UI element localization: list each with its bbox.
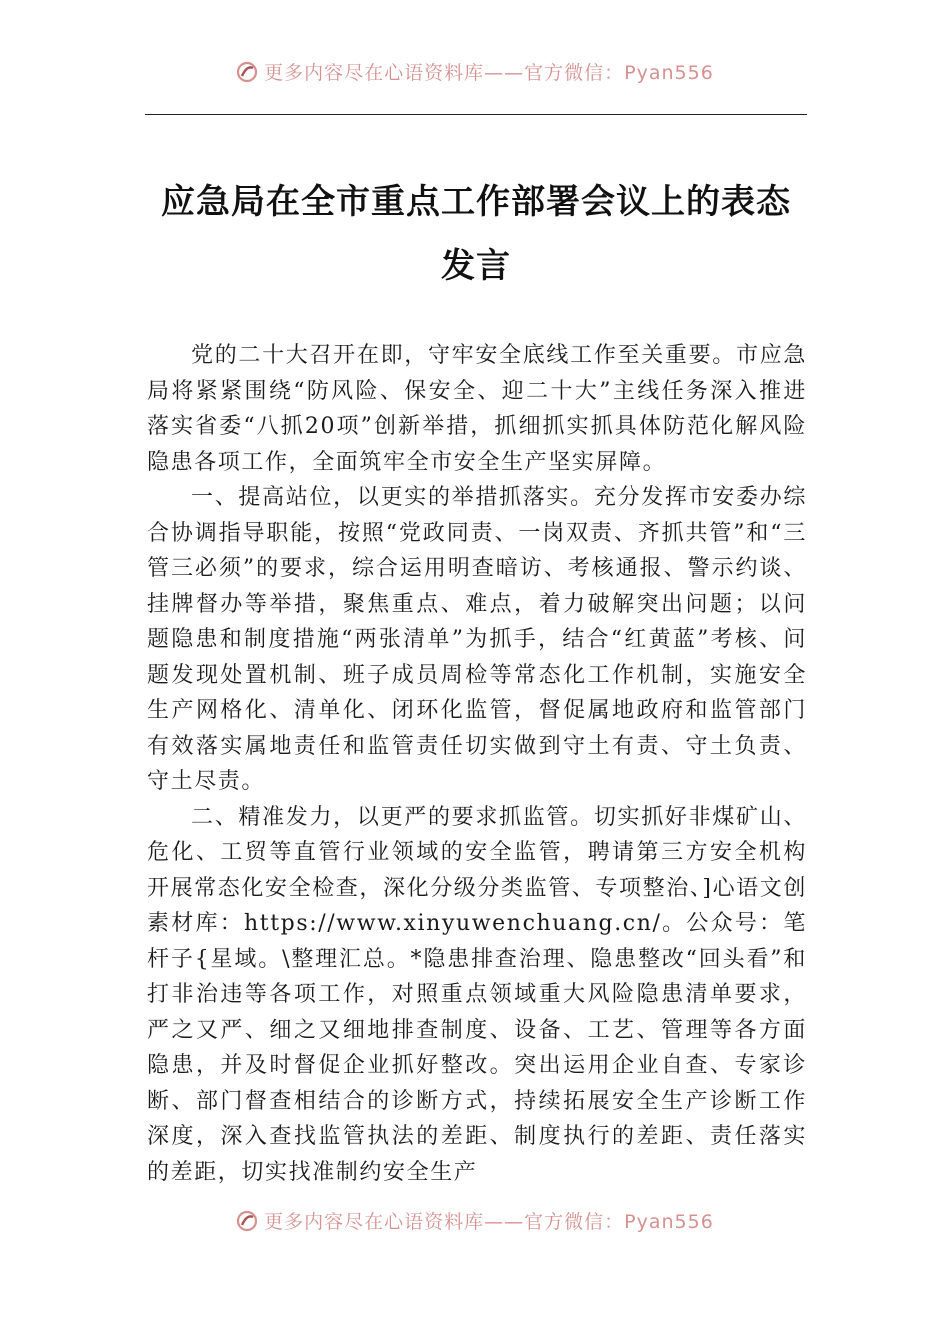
document-body [147, 338, 807, 1190]
footer-watermark-text: 更多内容尽在心语资料库——官方微信：Pyan556 [264, 1211, 714, 1233]
paragraph-section-one: 一、提高站位，以更实的举措抓落实。充分发挥市安委办综合协调指导职能，按照“党政同责、一岗双责、齐抓共管”和“三管三必须”的要求，综合运用明查暗访、考核通报、警示约谈、挂牌督办等举措，聚焦重点、难点，着力破解突出问题；以问题隐患和制度措施“两张清单”为抓手，结合“红黄蓝”考核、问题发现处置机制、班子成员周检等常态化工作机制，实施安全生产网格化、清单化、闭环化监管，督促属地政府和监管部门有效落实属地责任和监管责任切实做到守土有责、守土负责、守土尽责。 [147, 485, 807, 794]
paragraph-intro: 党的二十大召开在即，守牢安全底线工作至关重要。市应急局将紧紧围绕“防风险、保安全、迎二十大”主线任务深入推进落实省委“八抓20项”创新举措，抓细抓实抓具体防范化解风险隐患各项工作，全面筑牢全市安全生产坚实屏障。 [147, 343, 807, 475]
header-divider [145, 114, 807, 115]
watermark-logo-icon [236, 61, 258, 83]
paragraph-section-two: 二、精准发力，以更严的要求抓监管。切实抓好非煤矿山、危化、工贸等直管行业领域的安全监管，聘请第三方安全机构开展常态化安全检查，深化分级分类监管、专项整治、]心语文创素材库：https://www.xinyuwenchuang.cn/。公众号：笔杆子{星域。\整理汇总。*隐患排查治理、隐患整改“回头看”和打非治违等各项工作，对照重点领域重大风险隐患清单要求，严之又严、细之又细地排查制度、设备、工艺、管理等各方面隐患，并及时督促企业抓好整改。突出运用企业自查、专家诊断、部门督查相结合的诊断方式，持续拓展安全生产诊断工作深度，深入查找监管执法的差距、制度执行的差距、责任落实的差距，切实找准制约安全生产 [147, 804, 807, 1185]
header-watermark-text: 更多内容尽在心语资料库——官方微信：Pyan556 [264, 62, 714, 84]
document-title: 应急局在全市重点工作部署会议上的表态发言 [161, 182, 791, 286]
watermark-logo-icon [236, 1210, 258, 1232]
footer-watermark [0, 1207, 950, 1234]
header-watermark [0, 58, 950, 85]
